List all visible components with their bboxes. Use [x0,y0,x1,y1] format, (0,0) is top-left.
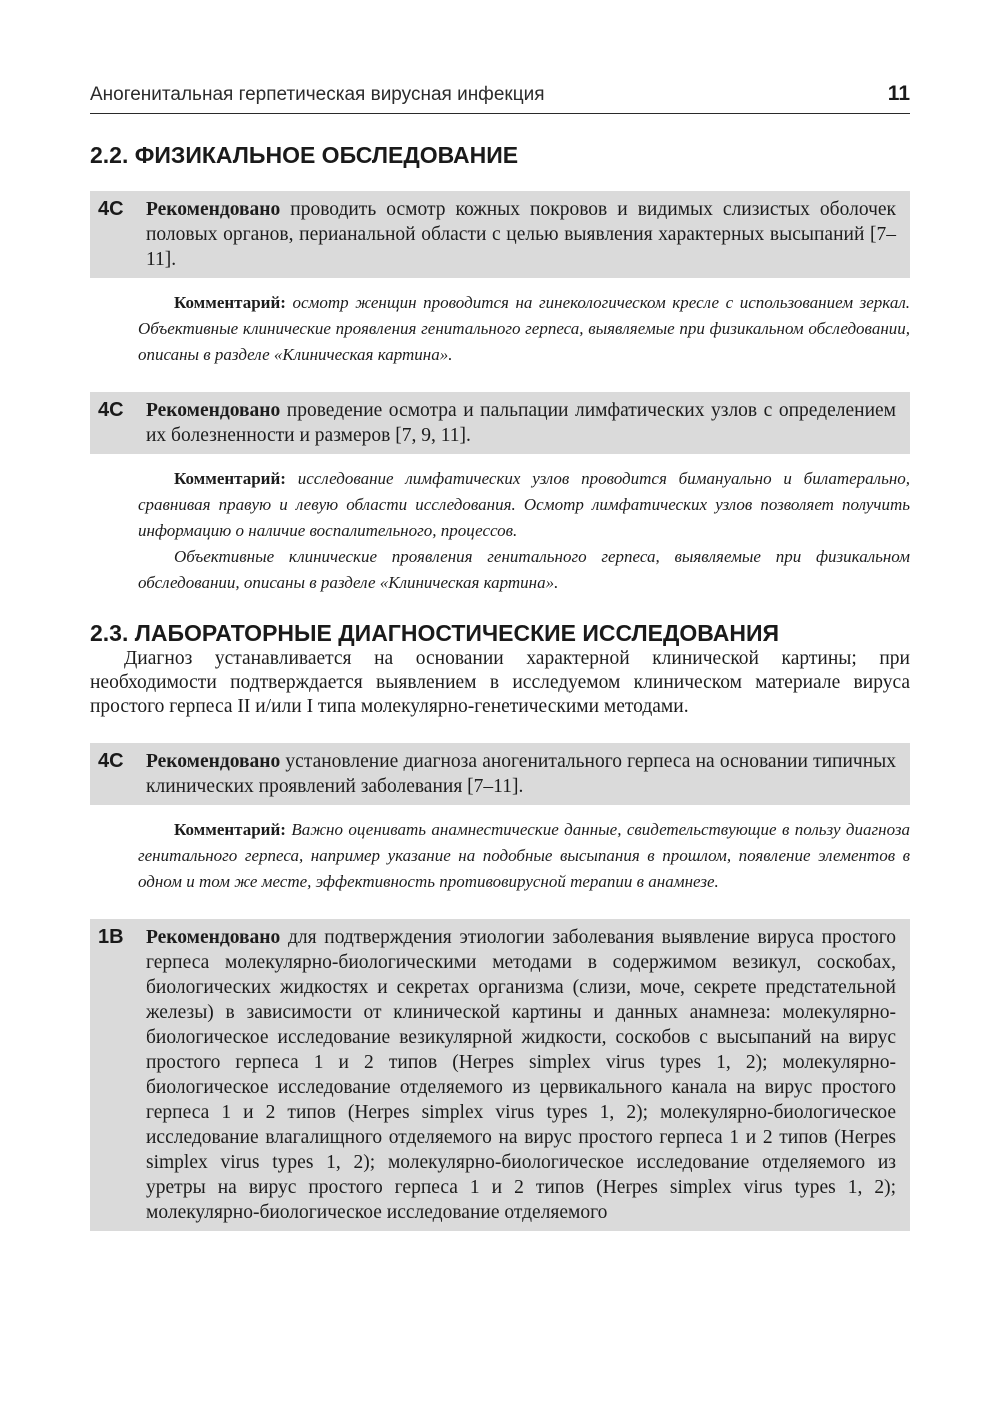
comment-block [138,290,910,368]
section-intro-paragraph: Диагноз устанавливается на основании характерной клинической картины; при необходимости подтверждается выявлением в исследуемом клиническом материале вируса простого герпеса II и/или I типа молекулярно-генетическими методами. [90,648,910,717]
recommendation-text [146,197,896,272]
page-content [90,142,910,1243]
evidence-level-badge: 4C [98,399,124,421]
recommendation-text [146,749,896,799]
recommendation-body: проведение осмотра и пальпации лимфатических узлов с определением их болезненности и размеров [7, 9, 11]. [146,400,896,446]
comment-lead: Комментарий: [174,469,286,488]
comment-lead: Комментарий: [174,293,286,312]
page-number: 11 [887,82,910,105]
comment-paragraph [138,817,910,895]
recommendation-body: установление диагноза аногенитального герпеса на основании типичных клинических проявлений заболевания [7–11]. [146,751,896,797]
comment-body: исследование лимфатических узлов проводится бимануально и билатерально, сравнивая правую и левую области исследования. Осмотр лимфатических узлов позволяет получить информацию о наличие воспалительного, процессов. [138,469,910,540]
comment-body: Важно оценивать анамнестические данные, свидетельствующие в пользу диагноза генитального герпеса, например указание на подобные высыпания в прошлом, появление элементов в одном и том же месте, эффективность противовирусной терапии в анамнезе. [138,820,910,891]
recommendation-box [90,919,910,1231]
comment-paragraph: Объективные клинические проявления генитального герпеса, выявляемые при физикальном обследовании, описаны в разделе «Клиническая картина». [138,547,910,592]
evidence-level-badge: 4C [98,198,124,220]
recommendation-box [90,743,910,805]
comment-body: осмотр женщин проводится на гинекологическом кресле с использованием зеркал. Объективные клинические проявления генитального герпеса, выявляемые при физикальном обследовании, описаны в разделе «Клиническая картина». [138,293,910,364]
recommendation-box [90,191,910,278]
comment-lead: Комментарий: [174,820,286,839]
recommendation-body: проводить осмотр кожных покровов и видимых слизистых оболочек половых органов, перианальной области с целью выявления характерных высыпаний [7–11]. [146,199,896,270]
comment-paragraph [138,290,910,368]
comment-paragraph [138,466,910,544]
evidence-level-badge: 4C [98,750,124,772]
recommendation-box [90,392,910,454]
section-heading-physical-exam: 2.2. ФИЗИКАЛЬНОЕ ОБСЛЕДОВАНИЕ [90,142,519,168]
recommendation-lead: Рекомендовано [146,927,281,948]
running-title: Аногенитальная герпетическая вирусная инфекция [90,84,545,105]
recommendation-body: для подтверждения этиологии заболевания выявление вируса простого герпеса молекулярно-биологическими методами в содержимом везикул, соскобах, биологических жидкостях и секретах организма (слизи, моче, секрете предстательной железы) в зависимости от клинической картины и данных анамнеза: молекулярно-биологическое исследование везикулярной жидкости, соскобов с высыпаний на вирус простого герпеса 1 и 2 типов (Herpes simplex virus types 1, 2); молекулярно-биологическое исследование отделяемого из цервикального канала на вирус простого герпеса 1 и 2 типов (Herpes simplex virus types 1, 2); молекулярно-биологическое исследование влагалищного отделяемого на вирус простого герпеса 1 и 2 типов (Herpes simplex virus types 1, 2); молекулярно-биологическое исследование отделяемого из уретры на вирус простого герпеса 1 и 2 типов (Herpes simplex virus types 1, 2); молекулярно-биологическое исследование отделяемого [146,927,896,1223]
section-heading-lab-diagnostics: 2.3. ЛАБОРАТОРНЫЕ ДИАГНОСТИЧЕСКИЕ ИССЛЕДОВАНИЯ [90,620,780,646]
recommendation-lead: Рекомендовано [146,751,281,772]
comment-block [138,466,910,596]
recommendation-text [146,398,896,448]
recommendation-lead: Рекомендовано [146,400,281,421]
recommendation-text [146,925,896,1225]
comment-block [138,817,910,895]
running-header [90,82,910,114]
evidence-level-badge: 1B [98,926,124,948]
recommendation-lead: Рекомендовано [146,199,281,220]
